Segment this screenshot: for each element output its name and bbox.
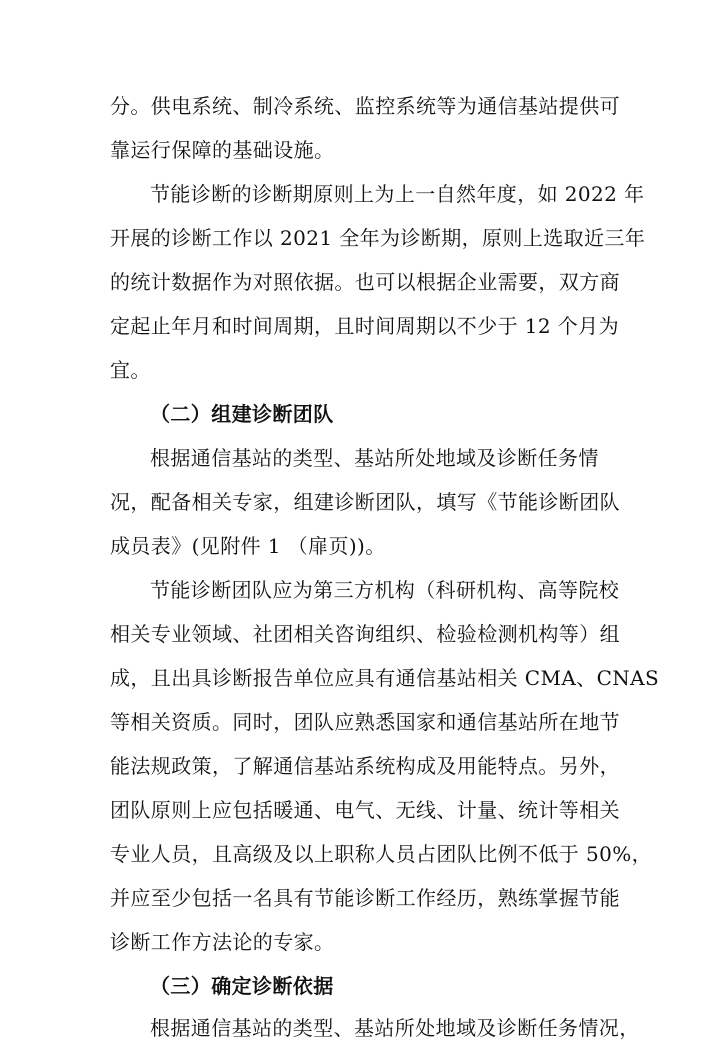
text-line bbox=[0, 1010, 724, 1046]
text-line bbox=[0, 792, 724, 828]
text-line bbox=[0, 88, 724, 124]
text-line bbox=[0, 484, 724, 520]
text-line bbox=[0, 132, 724, 168]
text-line bbox=[0, 528, 724, 564]
text-line-content: 定起止年月和时间周期，且时间周期以不少于 12 个月为 bbox=[110, 314, 619, 338]
text-line bbox=[0, 308, 724, 344]
text-line bbox=[0, 352, 724, 388]
text-line bbox=[0, 704, 724, 740]
text-line bbox=[0, 880, 724, 916]
text-line-content: 开展的诊断工作以 2021 全年为诊断期，原则上选取近三年 bbox=[110, 226, 646, 250]
text-line bbox=[0, 440, 724, 476]
text-line-content: 能法规政策，了解通信基站系统构成及用能特点。另外， bbox=[110, 754, 620, 778]
text-line-content: 宜。 bbox=[110, 358, 151, 382]
text-line-content: 节能诊断的诊断期原则上为上一自然年度，如 2022 年 bbox=[150, 182, 645, 206]
text-line-content: 成，且出具诊断报告单位应具有通信基站相关 CMA、CNAS bbox=[110, 666, 660, 690]
text-line bbox=[0, 924, 724, 960]
text-line-content: 根据通信基站的类型、基站所处地域及诊断任务情 bbox=[150, 446, 599, 470]
section-heading-text: （三）确定诊断依据 bbox=[150, 974, 334, 998]
text-line bbox=[0, 220, 724, 256]
section-heading-text: （二）组建诊断团队 bbox=[150, 402, 334, 426]
text-line-content: 的统计数据作为对照依据。也可以根据企业需要，双方商 bbox=[110, 270, 620, 294]
text-line-content: 专业人员，且高级及以上职称人员占团队比例不低于 50%， bbox=[110, 842, 653, 866]
text-line-content: 团队原则上应包括暖通、电气、无线、计量、统计等相关 bbox=[110, 798, 620, 822]
text-line bbox=[0, 836, 724, 872]
text-line-content: 根据通信基站的类型、基站所处地域及诊断任务情况， bbox=[150, 1016, 640, 1040]
text-line bbox=[0, 660, 724, 696]
text-line bbox=[0, 616, 724, 652]
text-line bbox=[0, 176, 724, 212]
text-line-content: 分。供电系统、制冷系统、监控系统等为通信基站提供可 bbox=[110, 94, 620, 118]
text-line-content: 况，配备相关专家，组建诊断团队，填写《节能诊断团队 bbox=[110, 490, 620, 514]
text-line-content: 相关专业领域、社团相关咨询组织、检验检测机构等）组 bbox=[110, 622, 620, 646]
text-line-content: 节能诊断团队应为第三方机构（科研机构、高等院校 bbox=[150, 578, 620, 602]
text-line-content: 等相关资质。同时，团队应熟悉国家和通信基站所在地节 bbox=[110, 710, 620, 734]
text-line-content: 诊断工作方法论的专家。 bbox=[110, 930, 335, 954]
text-line bbox=[0, 264, 724, 300]
text-line-content: 靠运行保障的基础设施。 bbox=[110, 138, 335, 162]
text-line bbox=[0, 572, 724, 608]
section-heading bbox=[0, 396, 724, 432]
text-line bbox=[0, 748, 724, 784]
section-heading bbox=[0, 968, 724, 1004]
text-line-content: 成员表》(见附件 1 （扉页))。 bbox=[110, 534, 386, 558]
text-line-content: 并应至少包括一名具有节能诊断工作经历，熟练掌握节能 bbox=[110, 886, 620, 910]
